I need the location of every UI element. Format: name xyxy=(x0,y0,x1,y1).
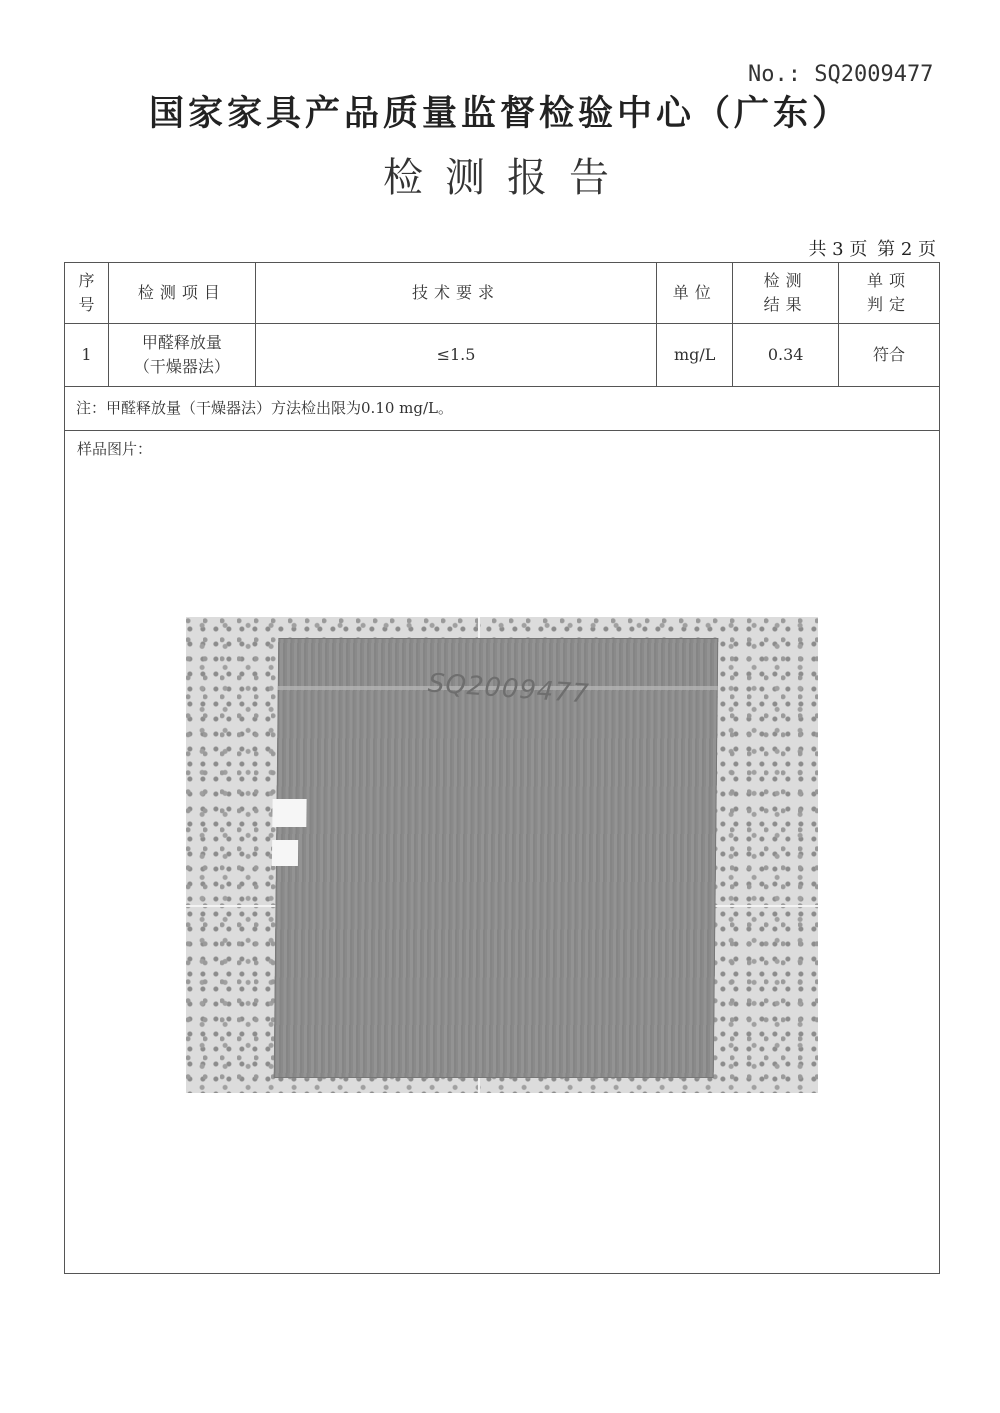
header-result xyxy=(733,263,839,324)
header-unit: 单位 xyxy=(657,263,733,324)
page-total: 共 3 页 xyxy=(808,239,868,260)
header-requirement: 技术要求 xyxy=(255,263,656,324)
photo-label: 样品图片： xyxy=(77,440,153,458)
row-result: 0.34 xyxy=(733,324,839,387)
results-table xyxy=(64,262,940,387)
report-number: No.: SQ2009477 xyxy=(748,62,934,87)
row-item xyxy=(108,324,255,387)
row-unit: mg/L xyxy=(657,324,733,387)
row-requirement: ≤1.5 xyxy=(255,324,656,387)
page-info xyxy=(804,235,936,261)
table-note: 注：甲醛释放量（干燥器法）方法检出限为0.10 mg/L。 xyxy=(64,385,940,431)
header-judgement-line1: 单项 xyxy=(867,271,912,290)
header-result-line2: 结果 xyxy=(763,295,808,314)
sample-board xyxy=(274,638,719,1078)
organization-title: 国家家具产品质量监督检验中心（广东） xyxy=(148,94,851,134)
header-judgement xyxy=(839,263,940,324)
row-index: 1 xyxy=(65,324,109,387)
sample-photo xyxy=(186,617,818,1093)
header-index-line2: 号 xyxy=(78,295,95,314)
table-header-row xyxy=(65,263,940,324)
table-row xyxy=(65,324,940,387)
sample-mark: SQ2009477 xyxy=(426,668,591,710)
header-index xyxy=(65,263,109,324)
header-item: 检测项目 xyxy=(108,263,255,324)
sample-tag xyxy=(272,799,306,827)
header-judgement-line2: 判定 xyxy=(867,295,912,314)
page-current: 第 2 页 xyxy=(877,239,936,260)
document-title: 检测报告 xyxy=(383,155,631,201)
header-index-line1: 序 xyxy=(78,271,95,290)
row-item-line2: （干燥器法） xyxy=(133,357,230,376)
sample-tag xyxy=(272,840,298,866)
row-item-line1: 甲醛释放量 xyxy=(141,333,222,352)
row-judgement: 符合 xyxy=(839,324,940,387)
header-result-line1: 检测 xyxy=(763,271,808,290)
